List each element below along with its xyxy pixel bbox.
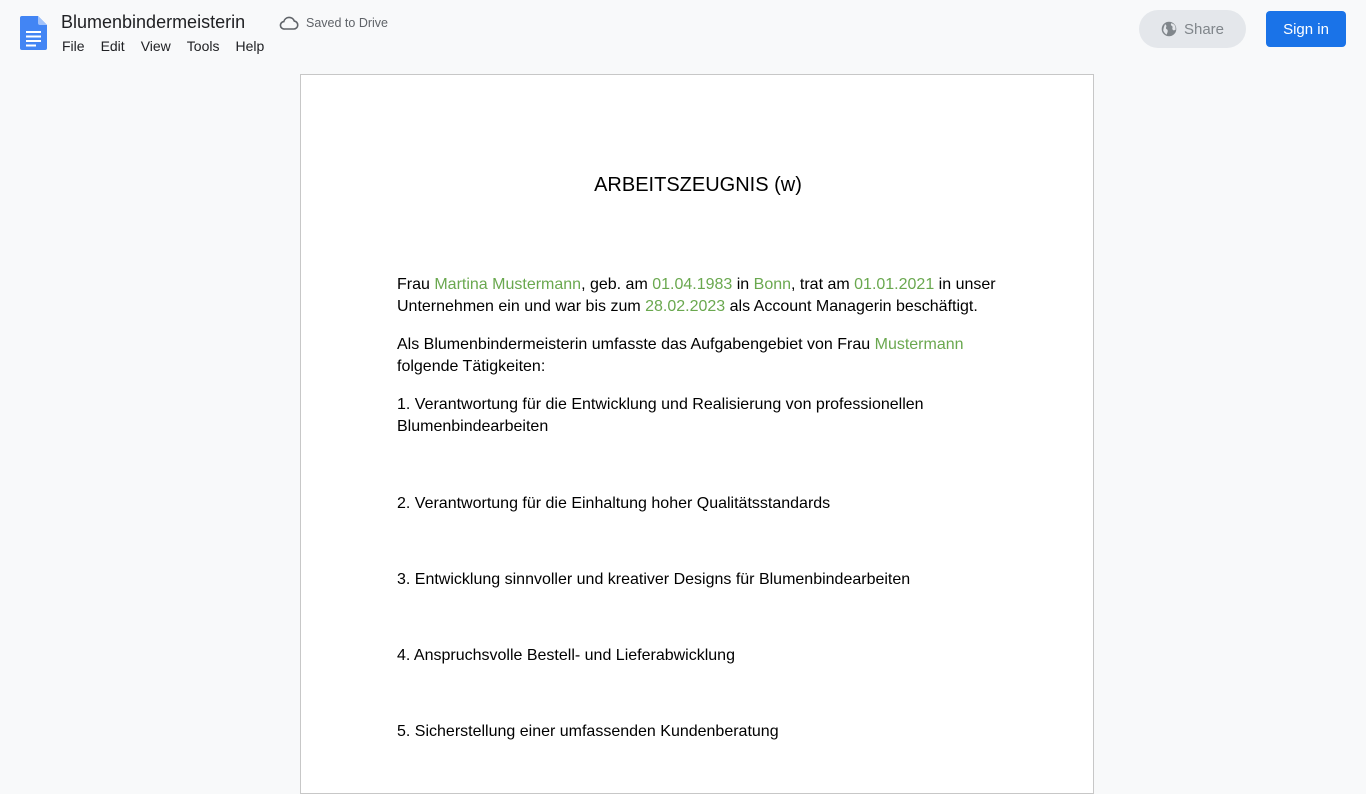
task-item-3: 3. Entwicklung sinnvoller und kreativer Designs für Blumenbindearbeiten	[397, 571, 911, 588]
document-page[interactable]	[300, 74, 1094, 794]
placeholder-surname: Mustermann	[874, 336, 964, 353]
top-bar	[0, 0, 1366, 64]
menu-view[interactable]: View	[140, 38, 171, 54]
tasks-intro-text: Als Blumenbindermeisterin umfasste das Aufgabengebiet von Frau	[397, 336, 875, 353]
intro-text: in	[732, 276, 754, 293]
menu-file[interactable]: File	[62, 38, 85, 54]
intro-text: in unser Unternehmen ein und war bis zum	[397, 276, 996, 315]
document-heading: ARBEITSZEUGNIS (w)	[594, 174, 802, 196]
intro-text: Frau	[397, 276, 435, 293]
task-item-5: 5. Sicherstellung einer umfassenden Kundenberatung	[397, 723, 779, 740]
docs-logo-icon[interactable]	[20, 16, 47, 50]
menu-tools[interactable]: Tools	[186, 38, 220, 54]
task-item-1: 1. Verantwortung für die Entwicklung und Realisierung von professionellen Blumenbindearbeiten	[397, 396, 924, 435]
placeholder-birth-place: Bonn	[753, 276, 792, 293]
intro-text: als Account Managerin beschäftigt.	[725, 298, 978, 315]
globe-icon	[1161, 21, 1177, 37]
document-title[interactable]: Blumenbindermeisterin	[61, 12, 246, 32]
menu-bar	[54, 36, 272, 56]
placeholder-name: Martina Mustermann	[434, 276, 582, 293]
save-status-label: Saved to Drive	[306, 16, 388, 30]
share-button[interactable]	[1139, 10, 1246, 48]
tasks-intro-paragraph	[397, 334, 1007, 378]
sign-in-button[interactable]: Sign in	[1266, 11, 1346, 47]
tasks-intro-text: folgende Tätigkeiten:	[397, 358, 546, 375]
cloud-done-icon	[279, 16, 299, 30]
save-status[interactable]	[279, 13, 388, 33]
intro-paragraph	[397, 274, 1007, 318]
placeholder-end-date: 28.02.2023	[645, 298, 726, 315]
placeholder-start-date: 01.01.2021	[854, 276, 935, 293]
menu-help[interactable]: Help	[235, 38, 265, 54]
intro-text: , trat am	[791, 276, 855, 293]
task-item-4: 4. Anspruchsvolle Bestell- und Lieferabwicklung	[397, 647, 735, 664]
intro-text: , geb. am	[581, 276, 653, 293]
menu-edit[interactable]: Edit	[100, 38, 125, 54]
share-button-label: Share	[1183, 20, 1225, 38]
task-item-2: 2. Verantwortung für die Einhaltung hoher Qualitätsstandards	[397, 495, 831, 512]
placeholder-birth-date: 01.04.1983	[652, 276, 733, 293]
